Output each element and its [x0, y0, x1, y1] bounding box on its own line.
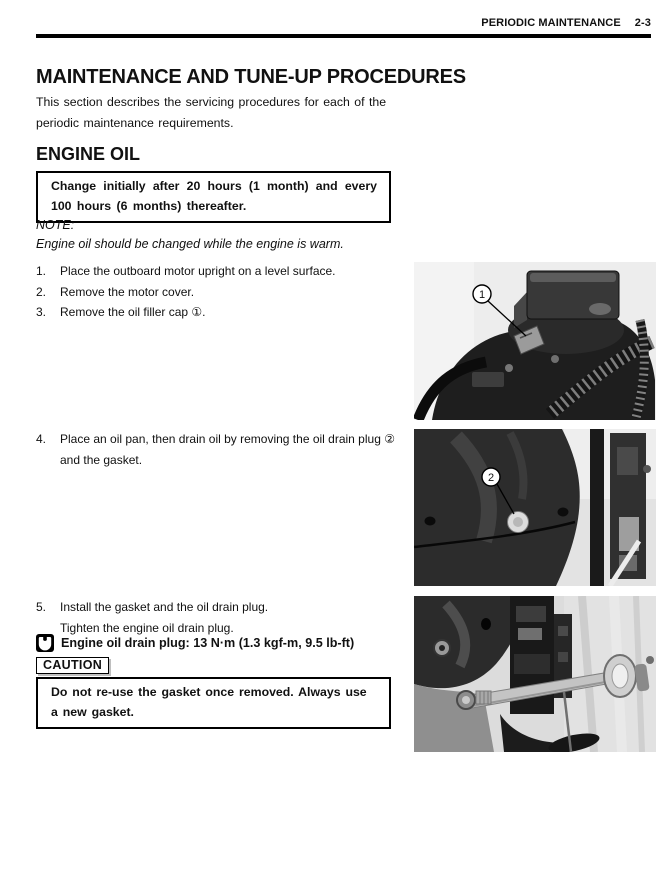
- step-text-line1: Install the gasket and the oil drain plug.: [60, 600, 269, 614]
- callout-1: 1: [478, 289, 486, 301]
- step-text: Place the outboard motor upright on a level surface.: [60, 264, 336, 278]
- step-item: [36, 429, 412, 471]
- note-text: Engine oil should be changed while the engine is warm.: [36, 237, 344, 251]
- step-5: [36, 597, 412, 638]
- step-4: [36, 429, 412, 471]
- torque-spec-text: Engine oil drain plug: 13 N·m (1.3 kgf-m, 9.5 lb-ft): [61, 636, 355, 650]
- step-text: Place an oil pan, then drain oil by removing the oil drain plug ② and the gasket.: [60, 432, 395, 467]
- step-number: 3.: [36, 305, 47, 320]
- note-label: NOTE:: [36, 218, 75, 232]
- figure-oil-filler-cap: [414, 262, 656, 420]
- step-number: 2.: [36, 284, 47, 299]
- header-page-number: 2-3: [634, 17, 651, 29]
- service-interval-box: Change initially after 20 hours (1 month) and every 100 hours (6 months) thereafter.: [36, 171, 391, 223]
- figure-torque-wrench: [414, 596, 656, 752]
- torque-wrench-icon: [36, 634, 54, 652]
- step-number: 4.: [36, 432, 47, 446]
- running-header: [36, 17, 651, 29]
- section-heading-engine-oil: ENGINE OIL: [36, 144, 141, 164]
- step-item: [36, 261, 412, 282]
- step-item: [36, 282, 412, 303]
- step-number: 5.: [36, 600, 47, 614]
- step-text-line2: Tighten the engine oil drain plug.: [60, 620, 234, 635]
- callout-2: 2: [487, 472, 495, 484]
- step-text: Remove the oil filler cap ①.: [60, 305, 206, 320]
- step-text: Remove the motor cover.: [60, 284, 195, 299]
- header-section-title: PERIODIC MAINTENANCE: [481, 17, 621, 29]
- header-rule: [36, 34, 651, 38]
- caution-label: CAUTION: [36, 657, 109, 674]
- steps-1-3: [36, 261, 412, 323]
- step-item: [36, 597, 412, 638]
- step-text: [60, 597, 412, 638]
- figure-oil-drain-plug: [414, 429, 656, 586]
- page-title: MAINTENANCE AND TUNE-UP PROCEDURES: [36, 66, 466, 88]
- step-number: 1.: [36, 264, 47, 278]
- intro-paragraph: This section describes the servicing procedures for each of the periodic maintenance requirements.: [36, 95, 387, 130]
- torque-spec-row: [36, 634, 354, 652]
- caution-box: Do not re-use the gasket once removed. Always use a new gasket.: [36, 677, 391, 729]
- step-item: [36, 302, 412, 323]
